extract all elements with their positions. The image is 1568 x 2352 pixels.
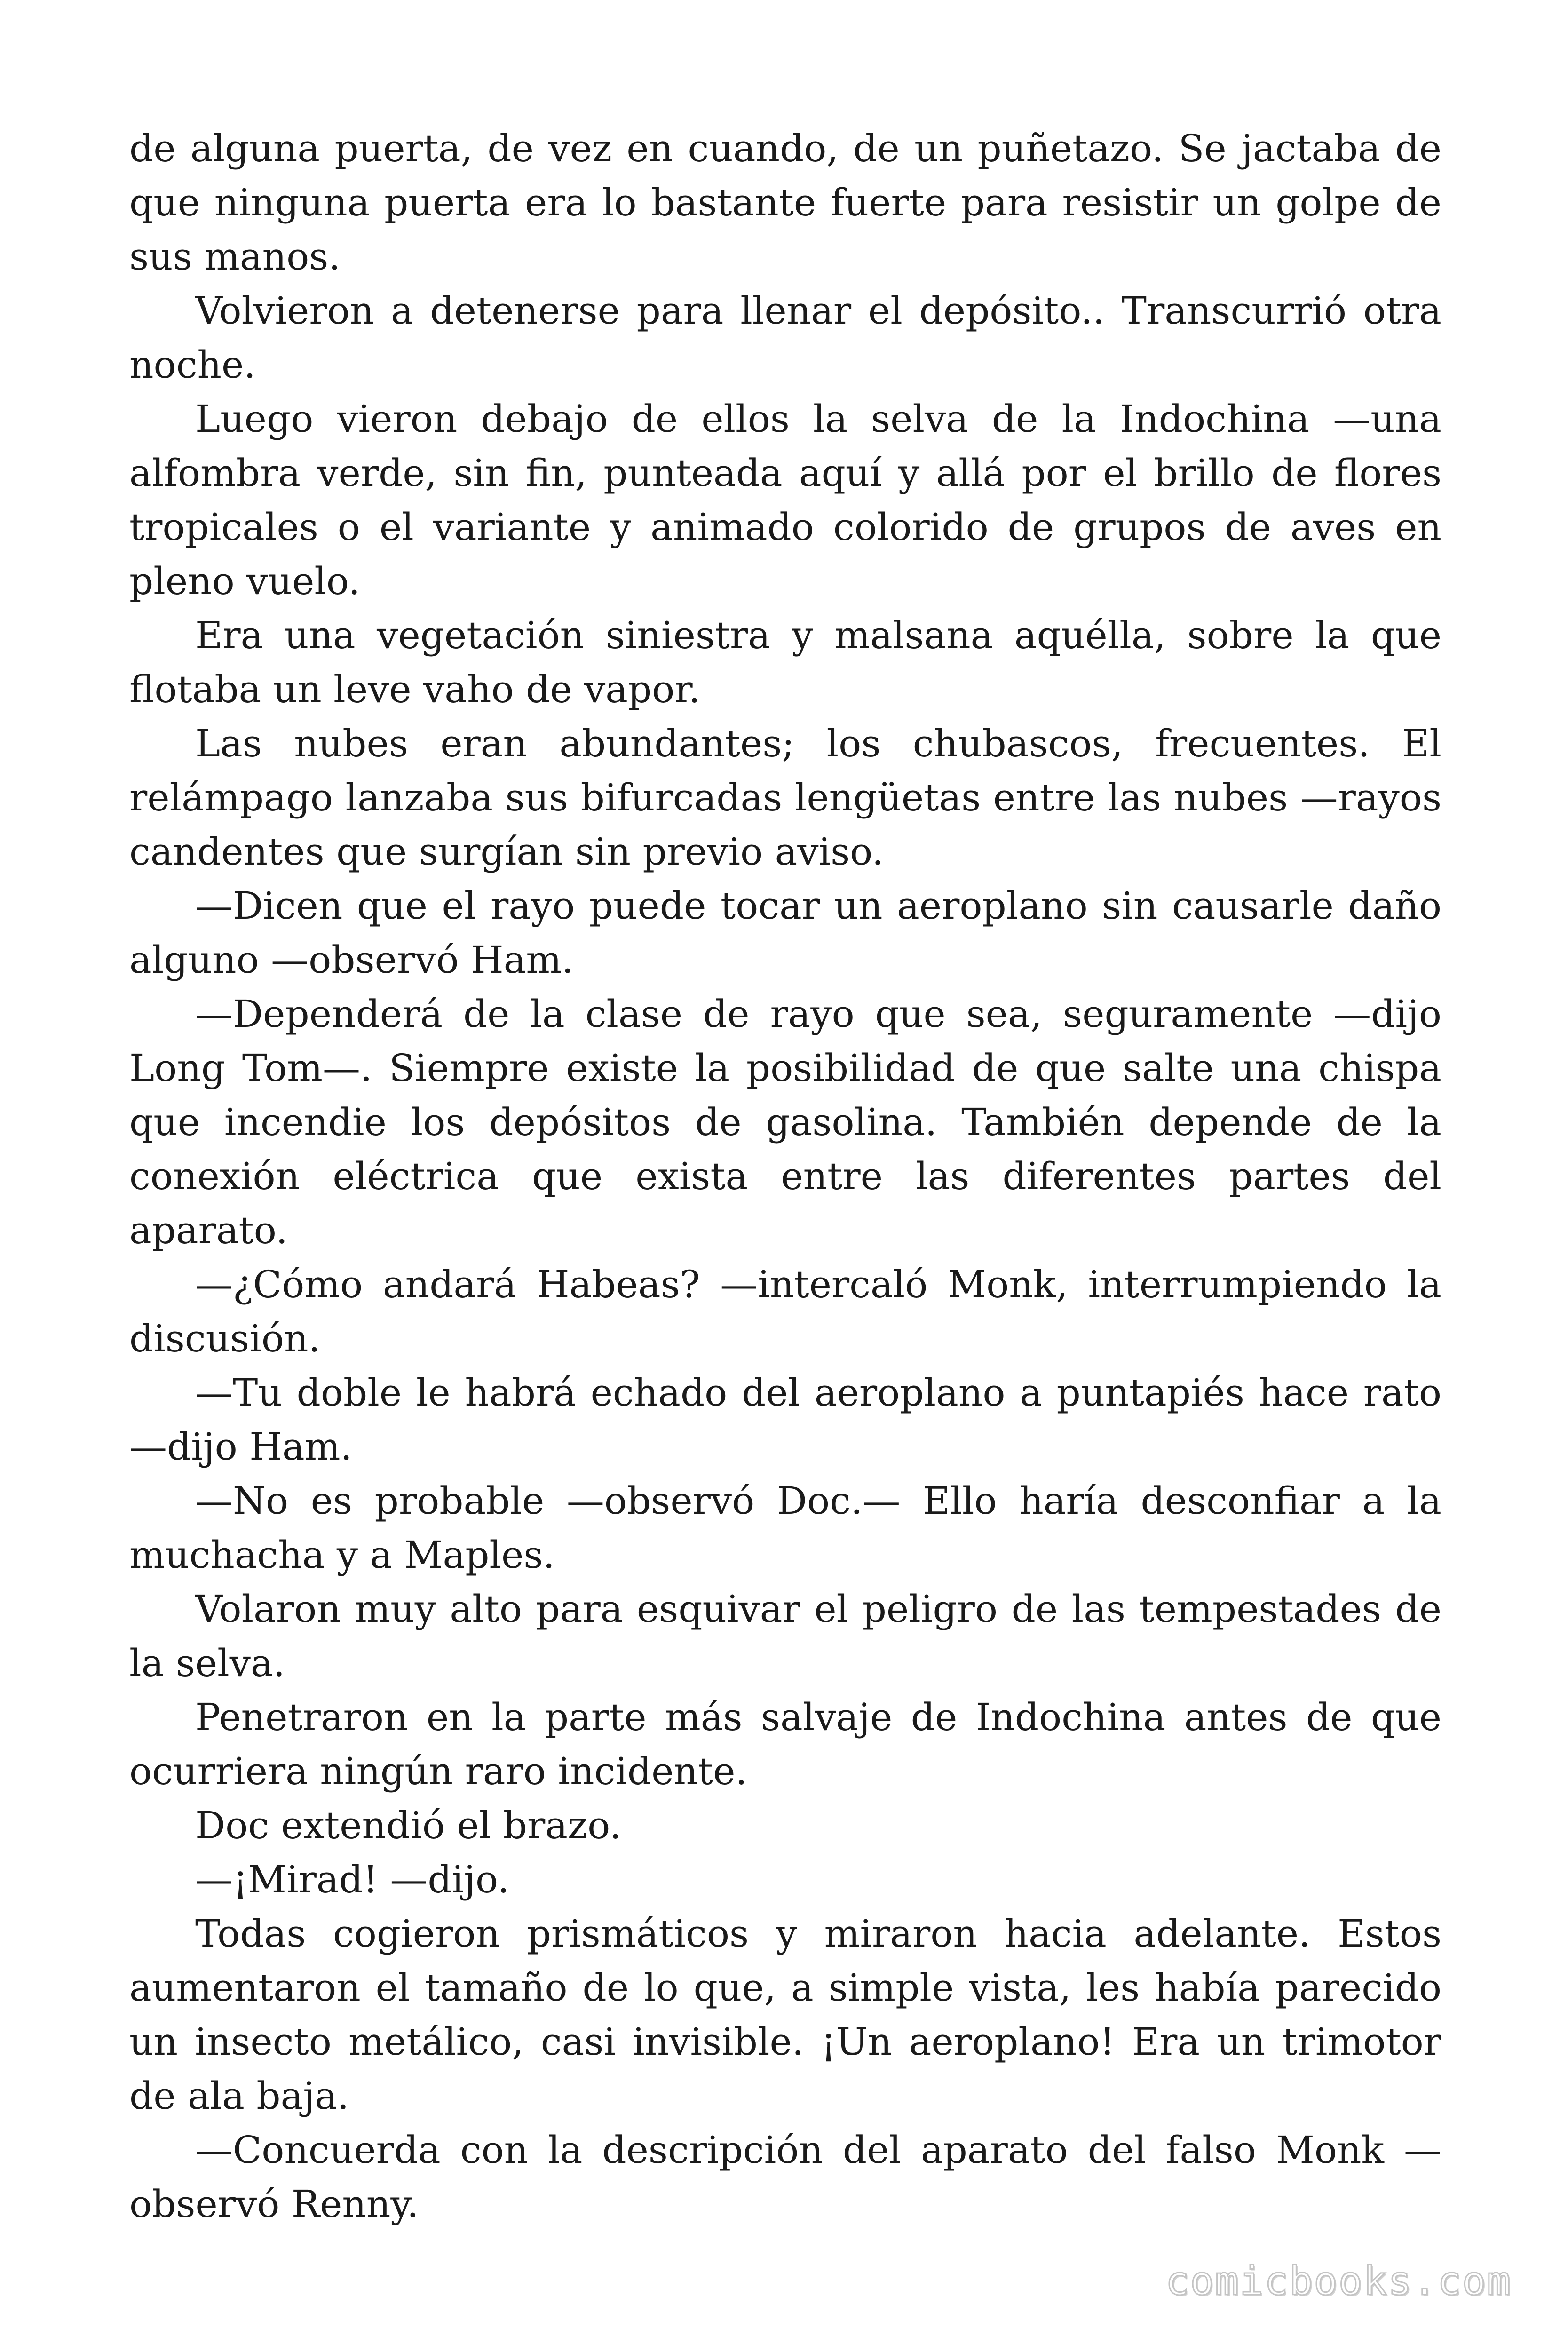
paragraph: Luego vieron debajo de ellos la selva de la Indochina —una alfombra verde, sin fin, punteada aquí y allá por el brillo de flores tropicales o el variante y animado colorido de grupos de aves en pleno vuelo. [129,397,1441,603]
paragraph: Doc extendió el brazo. [195,1804,622,1847]
body-text [129,121,1441,2231]
paragraph: —Concuerda con la descripción del aparato del falso Monk —observó Renny. [129,2128,1441,2226]
paragraph: Penetraron en la parte más salvaje de Indochina antes de que ocurriera ningún raro incidente. [129,1695,1441,1793]
paragraph: Todas cogieron prismáticos y miraron hacia adelante. Estos aumentaron el tamaño de lo que, a simple vista, les había parecido un insecto metálico, casi invisible. ¡Un aeroplano! Era un trimotor de ala baja. [129,1912,1441,2118]
paragraph: —Tu doble le habrá echado del aeroplano a puntapiés hace rato —dijo Ham. [129,1371,1441,1469]
paragraph: —¿Cómo andará Habeas? —intercaló Monk, interrumpiendo la discusión. [129,1263,1441,1360]
paragraph: —No es probable —observó Doc.— Ello haría desconfiar a la muchacha y a Maples. [129,1479,1441,1577]
paragraph: Las nubes eran abundantes; los chubascos, frecuentes. El relámpago lanzaba sus bifurcadas lengüetas entre las nubes —rayos candentes que surgían sin previo aviso. [129,722,1441,874]
paragraph: Volaron muy alto para esquivar el peligro de las tempestades de la selva. [129,1587,1441,1685]
paragraph: —Dependerá de la clase de rayo que sea, seguramente —dijo Long Tom—. Siempre existe la posibilidad de que salte una chispa que incendie los depósitos de gasolina. También depende de la conexión eléctrica que exista entre las diferentes partes del aparato. [129,992,1441,1252]
watermark: comicbooks.com [1165,2258,1512,2304]
paragraph: —¡Mirad! —dijo. [195,1858,510,1901]
paragraph: Volvieron a detenerse para llenar el depósito.. Transcurrió otra noche. [129,289,1441,387]
paragraph: de alguna puerta, de vez en cuando, de un puñetazo. Se jactaba de que ninguna puerta era lo bastante fuerte para resistir un golpe de sus manos. [129,127,1441,278]
paragraph: Era una vegetación siniestra y malsana aquélla, sobre la que flotaba un leve vaho de vapor. [129,613,1441,711]
paragraph: —Dicen que el rayo puede tocar un aeroplano sin causarle daño alguno —observó Ham. [129,884,1441,982]
